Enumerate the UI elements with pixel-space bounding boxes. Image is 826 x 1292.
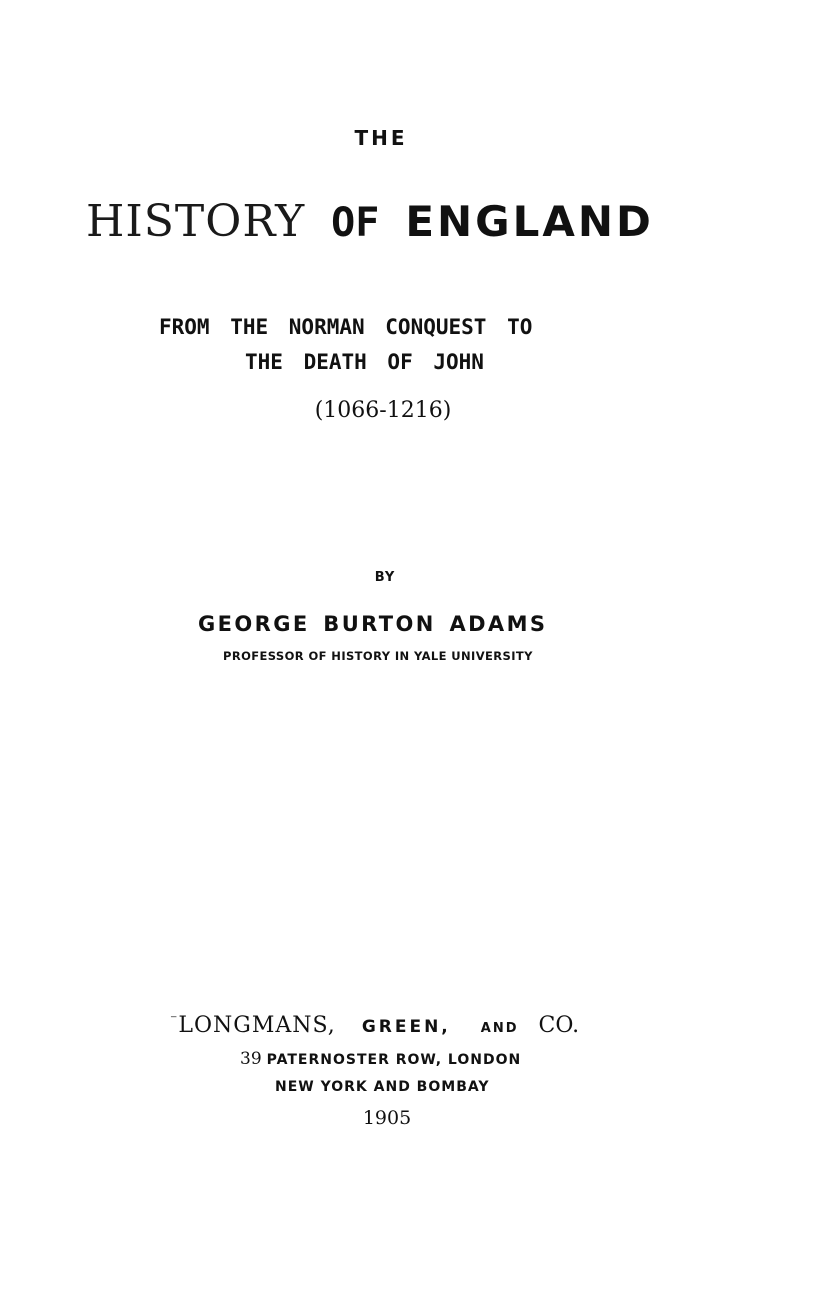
publication-year: 1905 xyxy=(362,1107,412,1129)
publisher-address xyxy=(240,1049,521,1069)
date-range: (1066-1216) xyxy=(314,398,452,423)
publisher-cities: NEW YORK AND BOMBAY xyxy=(275,1079,490,1095)
author-name: GEORGE BURTON ADAMS xyxy=(198,612,548,636)
subtitle-line-2: THE DEATH OF JOHN xyxy=(245,350,484,374)
address-number: 39 xyxy=(240,1049,262,1069)
title-history-word: HISTORY xyxy=(86,196,306,247)
title-of-word: OF xyxy=(331,200,380,246)
by-label: BY xyxy=(374,570,396,585)
address-street: PATERNOSTER ROW, LONDON xyxy=(266,1052,522,1068)
page-title xyxy=(86,196,654,247)
publisher-longmans: LONGMANS, xyxy=(178,1013,336,1038)
author-position: PROFESSOR OF HISTORY IN YALE UNIVERSITY xyxy=(223,649,533,663)
publisher-and: AND xyxy=(480,1021,519,1036)
publisher-co: CO. xyxy=(538,1013,580,1038)
title-prefix: THE xyxy=(354,126,408,150)
publisher-green: GREEN, xyxy=(361,1017,451,1037)
publisher-name xyxy=(170,1013,579,1038)
title-england-word: ENGLAND xyxy=(405,197,654,246)
subtitle-line-1: FROM THE NORMAN CONQUEST TO xyxy=(159,315,533,339)
printer-mark: ⁻ xyxy=(170,1012,178,1028)
